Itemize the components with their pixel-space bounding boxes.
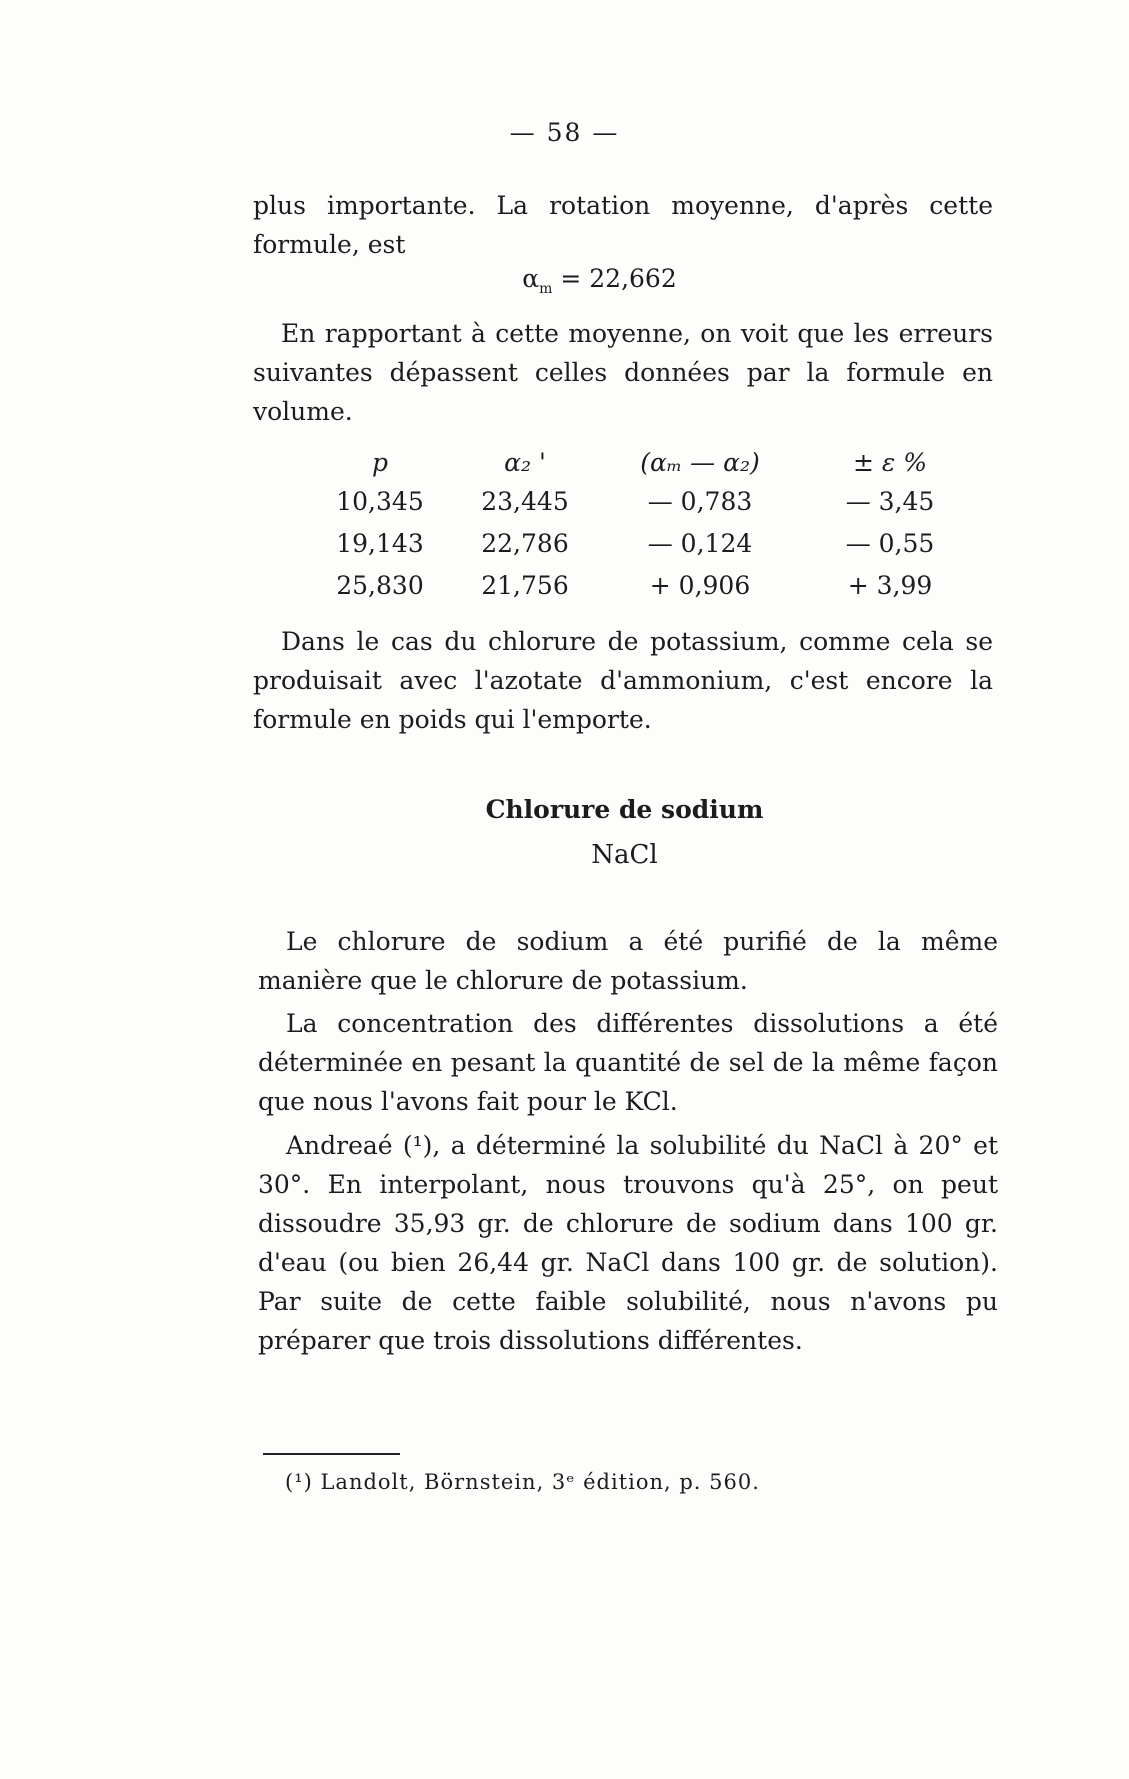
table-row (310, 564, 980, 606)
header-percent-error: ± ε % (852, 447, 927, 477)
section-title: Chlorure de sodium (485, 795, 764, 824)
footnote: (¹) Landolt, Börnstein, 3ᵉ édition, p. 560. (285, 1470, 760, 1494)
table-cell: 22,786 (481, 528, 569, 558)
table-cell: + 0,906 (649, 570, 751, 600)
table-cell: — 3,45 (845, 486, 935, 516)
section-formula: NaCl (591, 840, 658, 870)
table-cell: 25,830 (336, 570, 424, 600)
page-number: — 58 — (509, 118, 620, 147)
table-cell: 10,345 (336, 486, 424, 516)
table-cell: + 3,99 (847, 570, 933, 600)
header-alpha: α₂ ' (504, 447, 546, 477)
paragraph-rotation: plus importante. La rotation moyenne, d'après cette formule, est (253, 191, 993, 259)
table-cell: 21,756 (481, 570, 569, 600)
paragraph-solubility: Andreaé (¹), a déterminé la solubilité du NaCl à 20° et 30°. En interpolant, nous trouvons qu'à 25°, on peut dissoudre 35,93 gr. de chlorure de sodium dans 100 gr. d'eau (ou bien 26,44 gr. NaCl dans 100 gr. de solution). Par suite de cette faible solubilité, nous n'avons pu préparer que trois dissolutions différentes. (258, 1131, 998, 1355)
error-table (310, 444, 980, 606)
formula-rhs: = 22,662 (552, 264, 677, 293)
table-cell: — 0,55 (845, 528, 935, 558)
header-p: p (371, 447, 388, 477)
paragraph-concentration: La concentration des différentes dissolutions a été déterminée en pesant la quantité de sel de la même façon que nous l'avons fait pour le KCl. (258, 1009, 998, 1116)
footnote-divider (263, 1453, 400, 1455)
table-cell: 19,143 (336, 528, 424, 558)
paragraph-errors: En rapportant à cette moyenne, on voit que les erreurs suivantes dépassent celles données par la formule en volume. (253, 319, 993, 426)
table-cell: — 0,783 (647, 486, 753, 516)
table-header-row (310, 444, 980, 480)
paragraph-purification: Le chlorure de sodium a été purifié de la même manière que le chlorure de potassium. (258, 927, 998, 995)
table-cell: — 0,124 (647, 528, 753, 558)
paragraph-potassium-chloride: Dans le cas du chlorure de potassium, comme cela se produisait avec l'azotate d'ammonium, c'est encore la formule en poids qui l'emporte. (253, 627, 993, 734)
table-row (310, 480, 980, 522)
formula-lhs: α (522, 264, 540, 293)
header-difference: (αₘ — α₂) (640, 447, 760, 477)
table-cell: 23,445 (481, 486, 569, 516)
formula-subscript: m (539, 281, 553, 297)
table-row (310, 522, 980, 564)
mean-rotation-formula (0, 264, 1129, 297)
